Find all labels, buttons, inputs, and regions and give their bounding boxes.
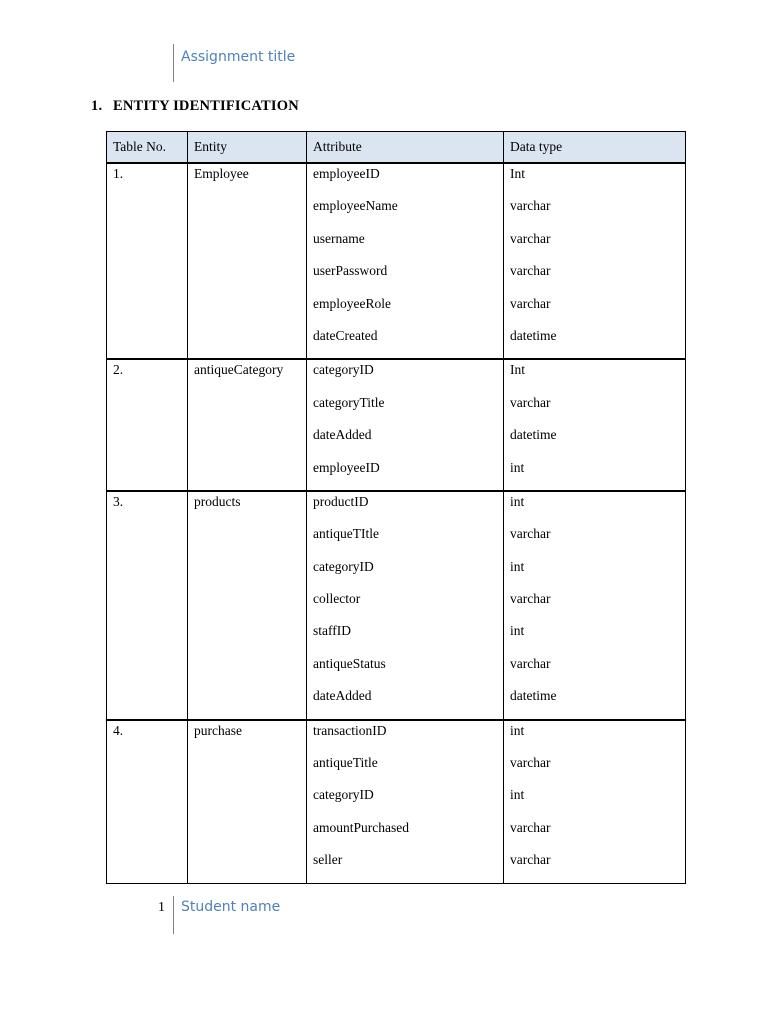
- attribute-name: seller: [313, 852, 343, 868]
- attribute-cell: [307, 163, 504, 359]
- section-title: ENTITY IDENTIFICATION: [113, 98, 299, 114]
- header-attribute: Attribute: [307, 132, 504, 164]
- entity-cell: [188, 359, 307, 491]
- data-type: varchar: [510, 655, 551, 671]
- table-row: [107, 359, 686, 491]
- table-no: 4.: [113, 722, 124, 738]
- table-row: [107, 720, 686, 883]
- attribute-name: dateAdded: [313, 688, 372, 704]
- table-body: [107, 163, 686, 883]
- assignment-title: Assignment title: [181, 49, 296, 65]
- table-header-row: [107, 132, 686, 164]
- data-type: varchar: [510, 819, 551, 835]
- data-type-cell: [504, 491, 686, 720]
- attribute-name: dateAdded: [313, 427, 372, 443]
- data-type-cell: [504, 163, 686, 359]
- data-type: varchar: [510, 526, 551, 542]
- entity-cell: [188, 163, 307, 359]
- entity-name: antiqueCategory: [194, 362, 284, 378]
- attribute-name: categoryID: [313, 362, 374, 378]
- attribute-name: categoryID: [313, 558, 374, 574]
- data-type: Int: [510, 166, 525, 181]
- data-type: varchar: [510, 852, 551, 868]
- attribute-name: staffID: [313, 623, 351, 639]
- data-type: int: [510, 493, 525, 509]
- data-type: varchar: [510, 755, 551, 771]
- data-type: int: [510, 623, 525, 639]
- data-type: datetime: [510, 427, 557, 443]
- attribute-name: collector: [313, 591, 361, 607]
- header-table-no: Table No.: [107, 132, 188, 164]
- table-no-cell: [107, 720, 188, 883]
- attribute-name: dateCreated: [313, 327, 378, 343]
- entity-cell: [188, 720, 307, 883]
- page-footer: [173, 896, 280, 934]
- data-type: varchar: [510, 591, 551, 607]
- data-type: varchar: [510, 198, 551, 214]
- attribute-name: antiqueTitle: [313, 755, 378, 771]
- student-name: Student name: [181, 899, 281, 915]
- attribute-name: userPassword: [313, 263, 388, 279]
- table-no-cell: [107, 163, 188, 359]
- table-no-cell: [107, 491, 188, 720]
- entity-name: purchase: [194, 722, 242, 738]
- data-type: varchar: [510, 295, 551, 311]
- attribute-name: transactionID: [313, 722, 387, 738]
- data-type: int: [510, 558, 525, 574]
- entity-table: [106, 131, 686, 884]
- page-number: 1: [158, 900, 165, 915]
- attribute-name: categoryTitle: [313, 394, 385, 410]
- entity-name: products: [194, 493, 241, 509]
- attribute-cell: [307, 359, 504, 491]
- data-type: varchar: [510, 394, 551, 410]
- attribute-name: productID: [313, 493, 369, 509]
- data-type-cell: [504, 720, 686, 883]
- table-no: 3.: [113, 493, 124, 509]
- header-data-type: Data type: [504, 132, 686, 164]
- attribute-name: antiqueStatus: [313, 655, 386, 671]
- data-type: Int: [510, 362, 525, 378]
- data-type: int: [510, 722, 525, 738]
- attribute-name: username: [313, 230, 365, 246]
- attribute-name: employeeRole: [313, 295, 391, 311]
- entity-cell: [188, 491, 307, 720]
- attribute-name: employeeID: [313, 459, 380, 475]
- data-type: datetime: [510, 327, 557, 343]
- table-row: [107, 491, 686, 720]
- section-heading: [91, 98, 299, 115]
- data-type: int: [510, 459, 525, 475]
- attribute-name: amountPurchased: [313, 819, 409, 835]
- table-row: [107, 163, 686, 359]
- data-type: int: [510, 787, 525, 803]
- attribute-name: employeeID: [313, 166, 380, 181]
- section-number: 1.: [91, 98, 103, 114]
- data-type: varchar: [510, 263, 551, 279]
- page-header: [173, 44, 295, 82]
- header-entity: Entity: [188, 132, 307, 164]
- attribute-name: antiqueTItle: [313, 526, 379, 542]
- attribute-name: employeeName: [313, 198, 398, 214]
- table-no: 2.: [113, 362, 124, 378]
- entity-name: Employee: [194, 166, 249, 181]
- table-no: 1.: [113, 166, 124, 181]
- data-type: varchar: [510, 230, 551, 246]
- attribute-cell: [307, 720, 504, 883]
- attribute-name: categoryID: [313, 787, 374, 803]
- table-no-cell: [107, 359, 188, 491]
- data-type: datetime: [510, 688, 557, 704]
- data-type-cell: [504, 359, 686, 491]
- attribute-cell: [307, 491, 504, 720]
